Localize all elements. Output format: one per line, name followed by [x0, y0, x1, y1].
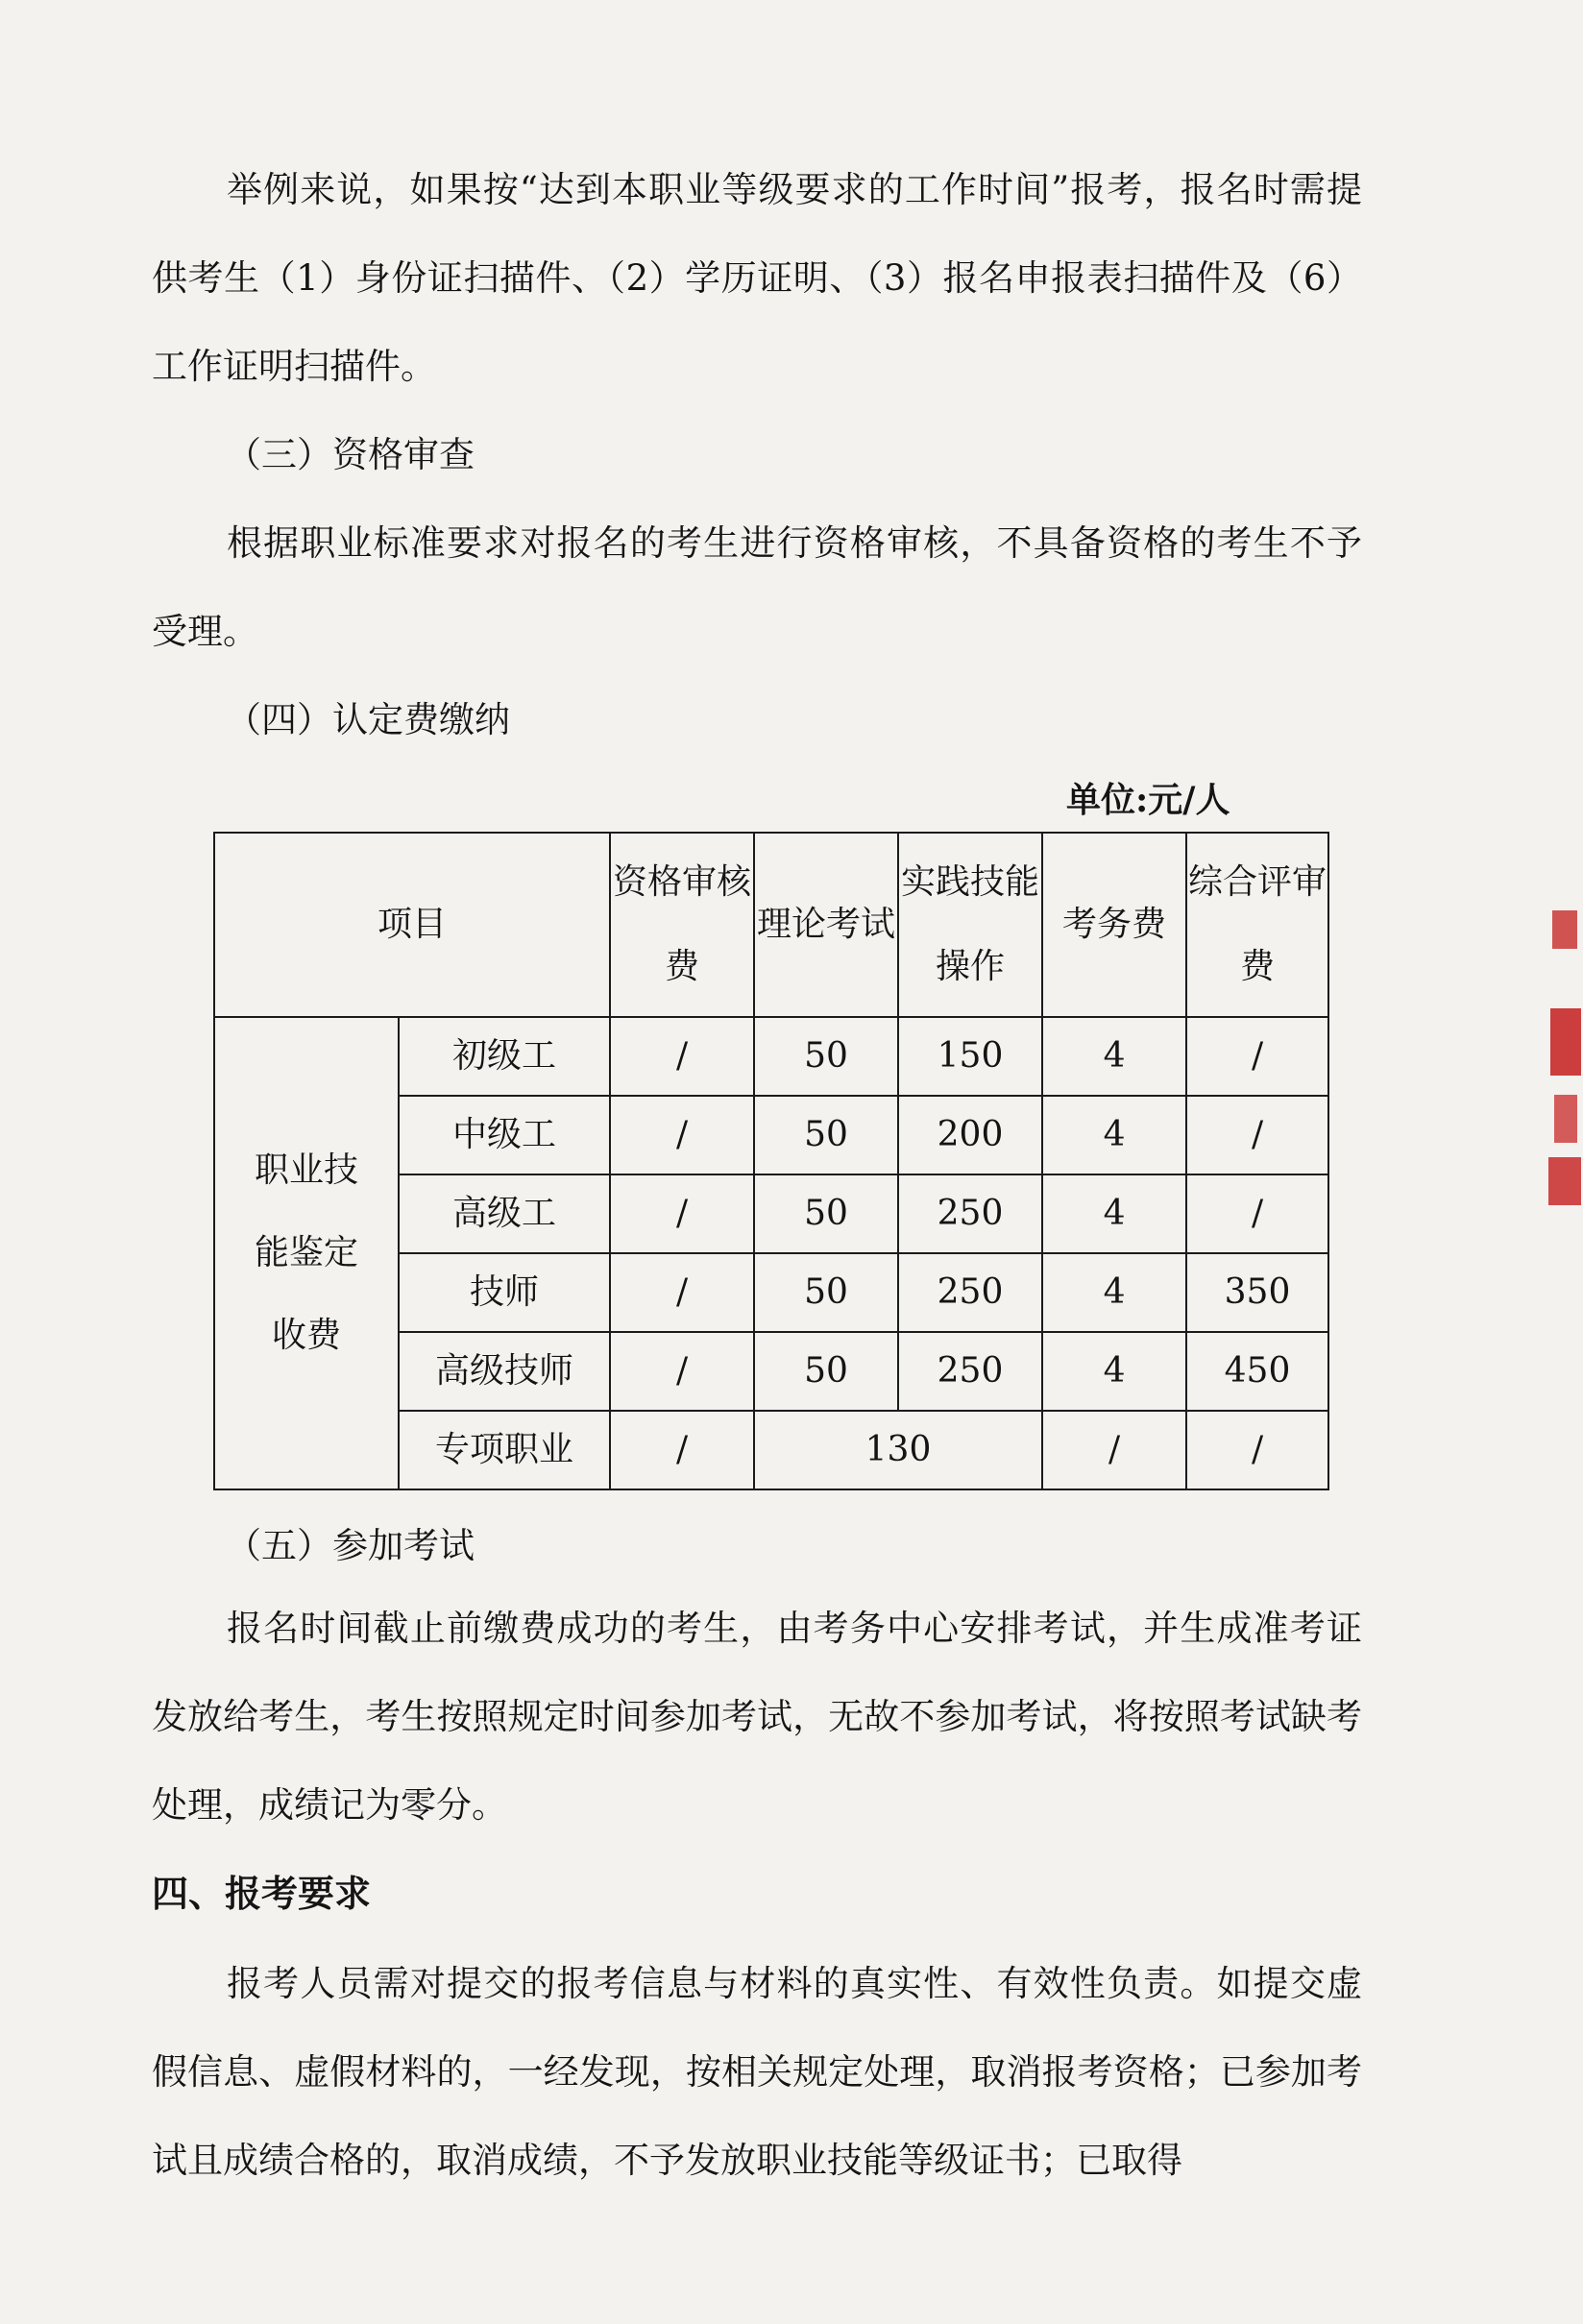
level-cell: 技师	[399, 1253, 610, 1332]
table-cell: 4	[1042, 1253, 1186, 1332]
red-stamp-edge	[1548, 903, 1583, 1229]
table-cell: 50	[754, 1096, 898, 1174]
group-label: 职业技能鉴定收费	[214, 1017, 399, 1489]
table-cell: 4	[1042, 1174, 1186, 1253]
table-cell-merged: 130	[754, 1411, 1042, 1489]
fee-table	[213, 832, 1329, 1490]
section-heading-requirements: 四、报考要求	[152, 1872, 372, 1915]
heading-fee-payment: （四）认定费缴纳	[226, 699, 510, 740]
table-cell: 4	[1042, 1096, 1186, 1174]
table-cell: /	[1186, 1096, 1328, 1174]
table-cell: 4	[1042, 1017, 1186, 1096]
paragraph-requirements: 报考人员需对提交的报考信息与材料的真实性、有效性负责。如提交虚假信息、虚假材料的，一经发现，按相关规定处理，取消报考资格；已参加考试且成绩合格的，取消成绩，不予发放职业技能等级证书；已取得	[152, 1963, 1362, 2181]
table-cell: /	[610, 1332, 754, 1411]
table-cell: /	[610, 1174, 754, 1253]
table-cell: /	[1042, 1411, 1186, 1489]
level-cell: 专项职业	[399, 1411, 610, 1489]
paragraph-example: 举例来说，如果按“达到本职业等级要求的工作时间”报考，报名时需提供考生（1）身份证扫描件、（2）学历证明、（3）报名申报表扫描件及（6）工作证明扫描件。	[152, 169, 1362, 387]
table-cell: 50	[754, 1017, 898, 1096]
header-comprehensive-review-fee: 综合评审费	[1186, 833, 1328, 1017]
table-cell: 50	[754, 1253, 898, 1332]
table-row	[214, 1017, 1328, 1096]
table-cell: 4	[1042, 1332, 1186, 1411]
level-cell: 高级工	[399, 1174, 610, 1253]
level-cell: 初级工	[399, 1017, 610, 1096]
table-cell: /	[1186, 1017, 1328, 1096]
table-cell: /	[610, 1253, 754, 1332]
table-cell: /	[610, 1017, 754, 1096]
header-exam-affairs-fee: 考务费	[1042, 833, 1186, 1017]
table-cell: 250	[898, 1253, 1042, 1332]
table-cell: 150	[898, 1017, 1042, 1096]
table-header-row	[214, 833, 1328, 1017]
heading-qualification-review: （三）资格审查	[226, 434, 475, 475]
table-cell: /	[610, 1411, 754, 1489]
paragraph-qualification-review: 根据职业标准要求对报名的考生进行资格审核，不具备资格的考生不予受理。	[152, 522, 1362, 652]
table-cell: 450	[1186, 1332, 1328, 1411]
table-cell: 250	[898, 1332, 1042, 1411]
paragraph-take-exam: 报名时间截止前缴费成功的考生，由考务中心安排考试，并生成准考证发放给考生，考生按照规定时间参加考试，无故不参加考试，将按照考试缺考处理，成绩记为零分。	[152, 1608, 1362, 1826]
table-cell: /	[1186, 1174, 1328, 1253]
table-cell: 350	[1186, 1253, 1328, 1332]
header-qualification-fee: 资格审核费	[610, 833, 754, 1017]
table-cell: /	[610, 1096, 754, 1174]
table-cell: 250	[898, 1174, 1042, 1253]
table-cell: /	[1186, 1411, 1328, 1489]
table-cell: 50	[754, 1332, 898, 1411]
header-practical-skill: 实践技能操作	[898, 833, 1042, 1017]
level-cell: 中级工	[399, 1096, 610, 1174]
header-item: 项目	[214, 833, 610, 1017]
table-cell: 50	[754, 1174, 898, 1253]
table-cell: 200	[898, 1096, 1042, 1174]
header-theory-exam: 理论考试	[754, 833, 898, 1017]
heading-take-exam: （五）参加考试	[226, 1525, 475, 1566]
table-unit-label: 单位:元/人	[1066, 780, 1230, 820]
level-cell: 高级技师	[399, 1332, 610, 1411]
